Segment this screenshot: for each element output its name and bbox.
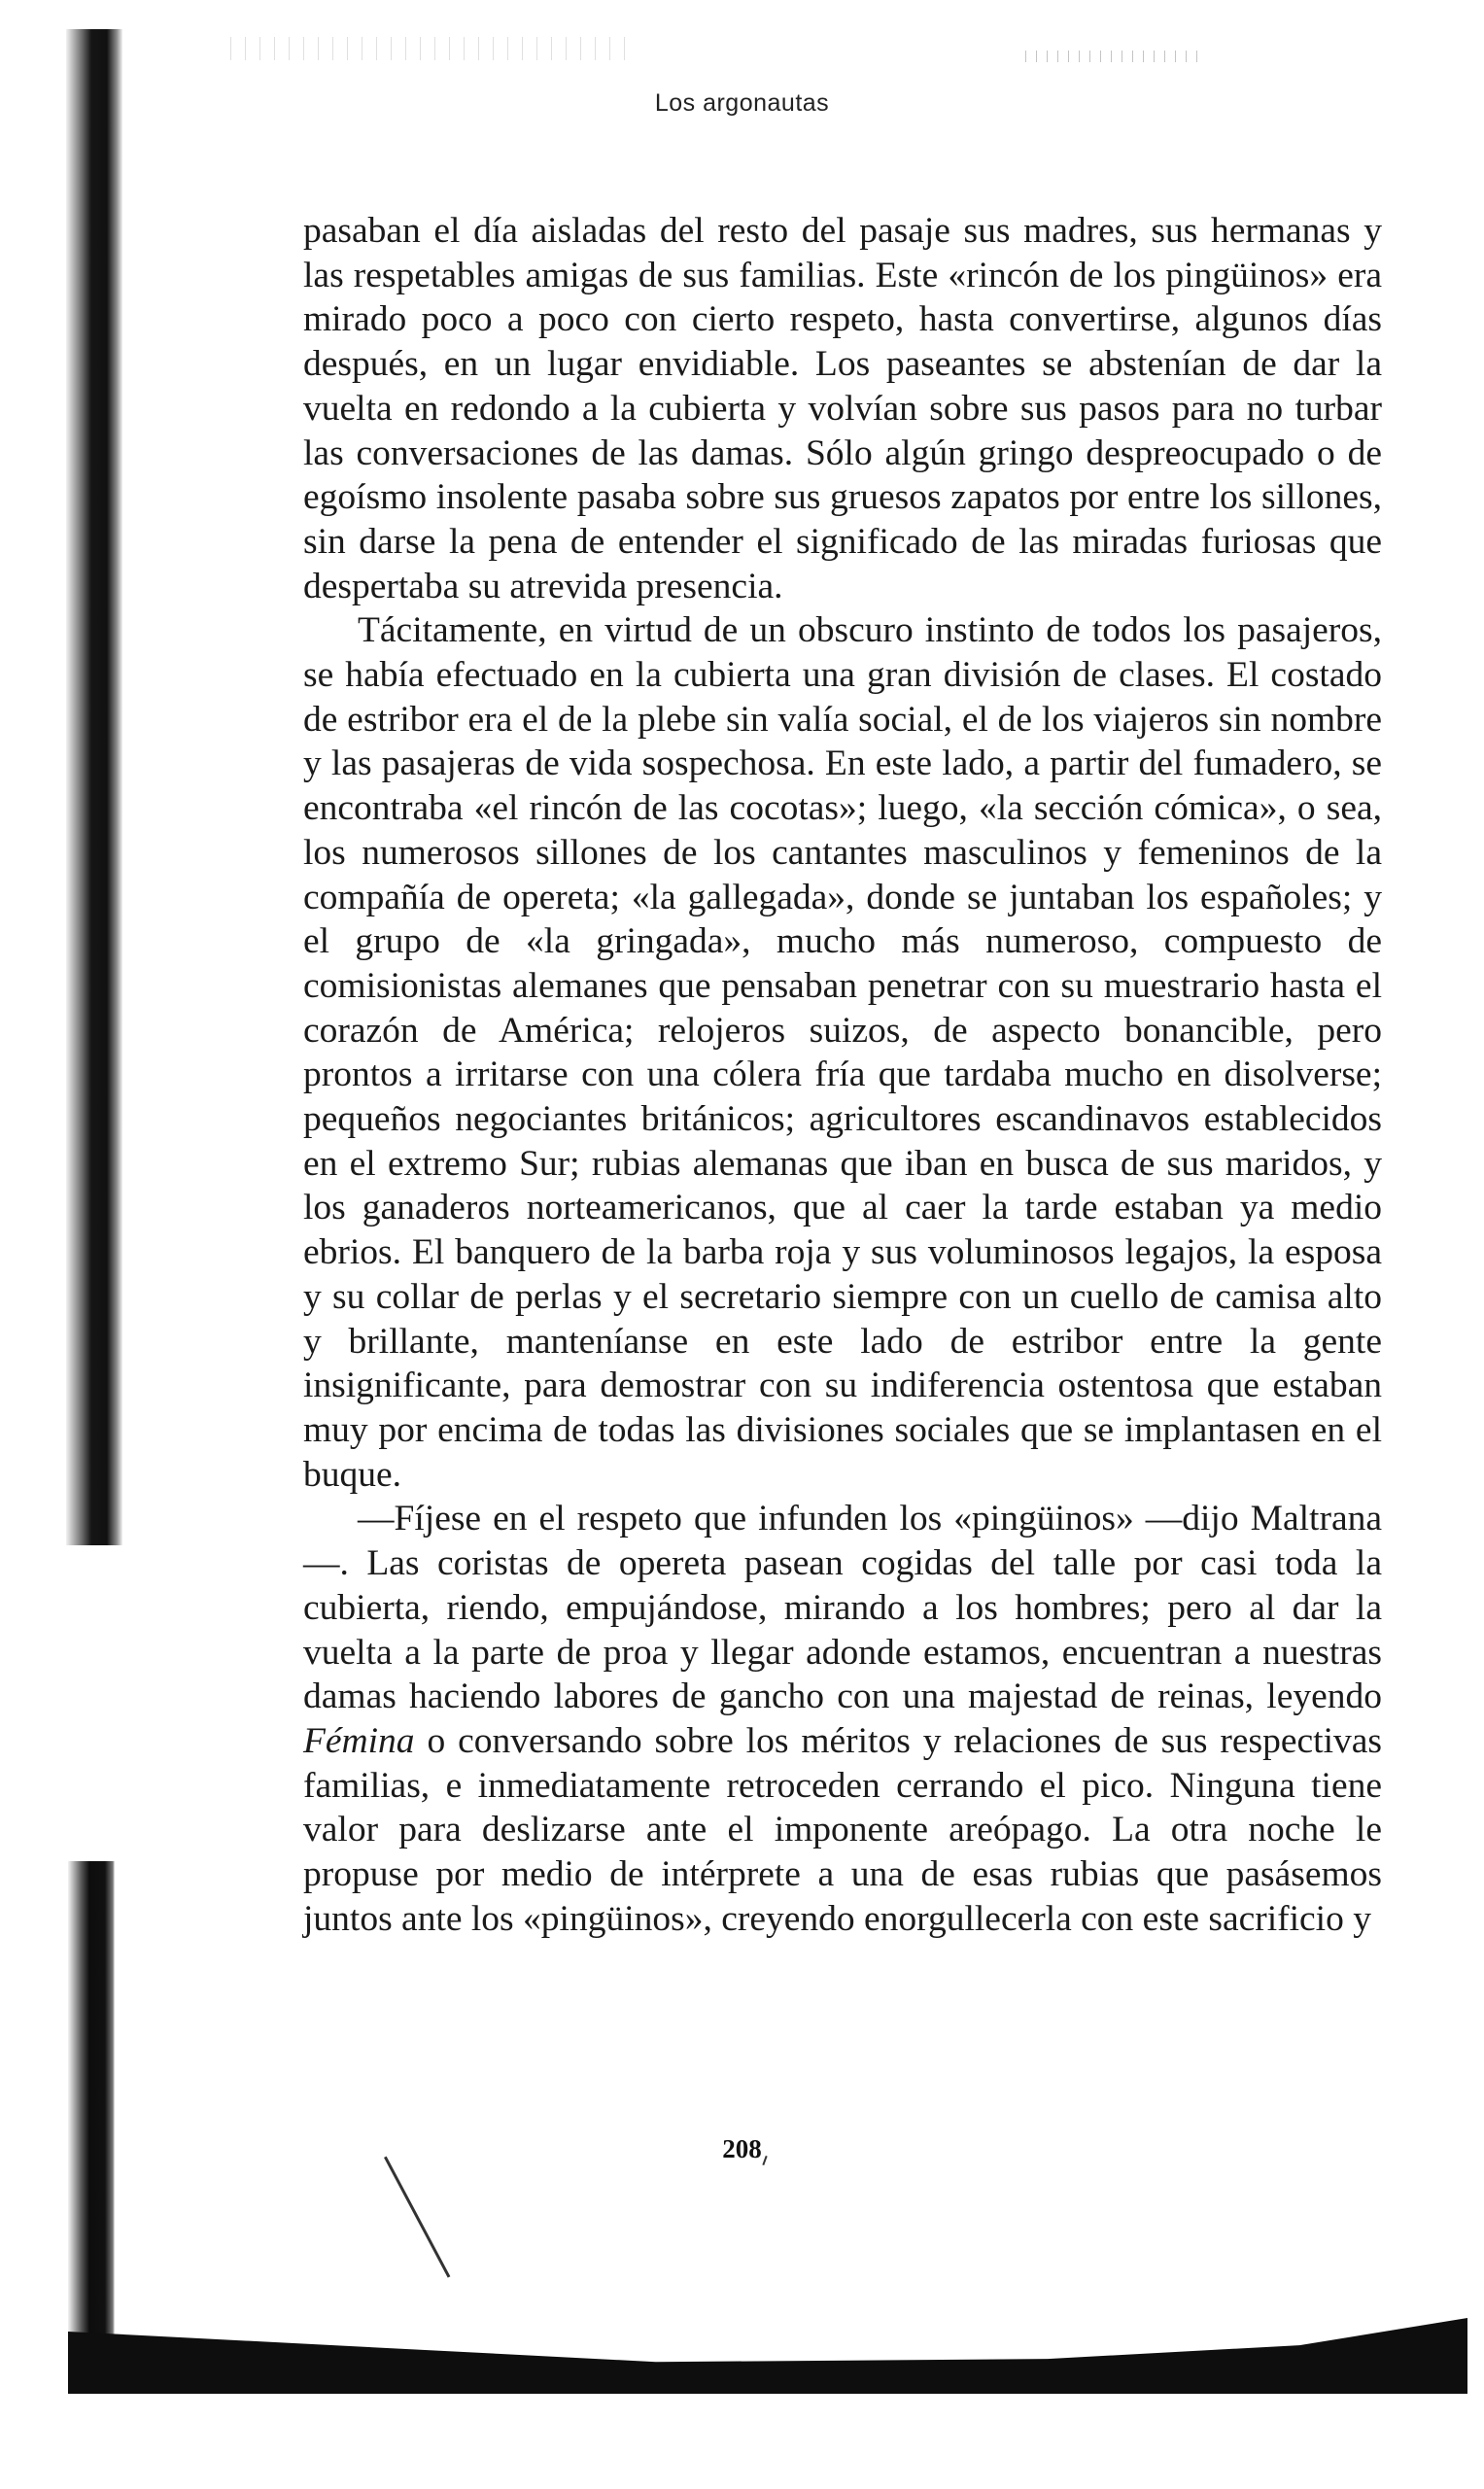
paragraph-3-text-b: o conversando sobre los méritos y relaciones de sus respectivas familias, e inmediatamente retroceden cerrando el pico. Ninguna tiene valor para deslizarse ante el imponente areópago. La otra noche le propuse por medio de intérprete a una de esas rubias que pasásemos juntos ante los «pingüinos», creyendo enorgullecerla con este sacrificio y (303, 1720, 1382, 1939)
paragraph-3-italic-title: Fémina (303, 1720, 415, 1761)
paragraph-1: pasaban el día aisladas del resto del pasaje sus madres, sus hermanas y las respetables amigas de sus familias. Este «rincón de los pingüinos» era mirado poco a poco con cierto respeto, hasta convertirse, algunos días después, en un lugar envidiable. Los paseantes se abstenían de dar la vuelta en redondo a la cubierta y volvían sobre sus pasos para no turbar las conversaciones de las damas. Sólo algún gringo despreocupado o de egoísmo insolente pasaba sobre sus gruesos zapatos por entre los sillones, sin darse la pena de entender el significado de las miradas furiosas que despertaba su atrevida presencia. (303, 211, 1382, 606)
paragraph-2: Tácitamente, en virtud de un obscuro instinto de todos los pasajeros, se había efectuado en la cubierta una gran división de clases. El costado de estribor era el de la plebe sin valía social, el de los viajeros sin nombre y las pasajeras de vida sospechosa. En este lado, a partir del fumadero, se encontraba «el rincón de las cocotas»; luego, «la sección cómica», o sea, los numerosos sillones de los cantantes masculinos y femeninos de la compañía de opereta; «la gallegada», donde se juntaban los españoles; y el grupo de «la gringada», mucho más numeroso, compuesto de comisionistas alemanes que pensaban penetrar con su muestrario hasta el corazón de América; relojeros suizos, de aspecto bonancible, pero prontos a irritarse con una cólera fría que tardaba mucho en disolverse; pequeños negociantes británicos; agricultores escandinavos establecidos en el extremo Sur; rubias alemanas que iban en busca de sus maridos, y los ganaderos norteamericanos, que al caer la tarde estaban ya medio ebrios. El banquero de la barba roja y sus voluminosos legajos, la esposa y su collar de perlas y el secretario siempre con un cuello de camisa alto y brillante, manteníanse en este lado de estribor entre la gente insignificante, para demostrar con su indiferencia ostentosa que estaban muy por encima de todas las divisiones sociales que se implantasen en el buque. (303, 610, 1382, 1495)
page-number: 208 (722, 2134, 762, 2163)
paragraph-3 (303, 1497, 1382, 1941)
binding-shadow-top (66, 29, 122, 1545)
scan-edge-shadow (68, 2318, 1467, 2394)
page-body (303, 209, 1382, 1941)
paragraph-3-text-a: —Fíjese en el respeto que infunden los «pingüinos» —dijo Maltrana—. Las coristas de opereta pasean cogidas del talle por casi toda la cubierta, riendo, empujándose, mirando a los hombres; pero al dar la vuelta a la parte de proa y llegar adonde estamos, encuentran a nuestras damas haciendo labores de gancho con una majestad de reinas, leyendo (303, 1499, 1382, 1717)
pen-mark (384, 2157, 450, 2278)
scan-noise (224, 37, 632, 60)
binding-shadow-bottom (68, 1861, 115, 2347)
running-title: Los argonautas (654, 89, 830, 117)
scan-noise-right (1020, 51, 1205, 62)
